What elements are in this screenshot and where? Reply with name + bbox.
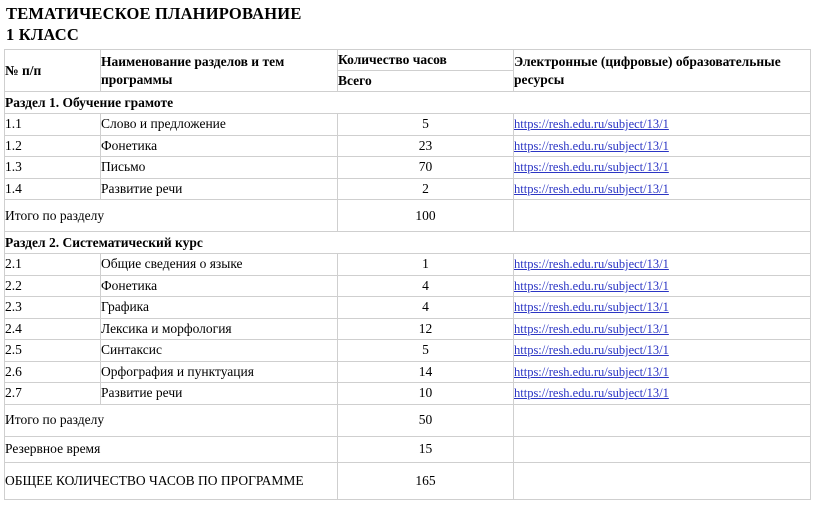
- resource-link[interactable]: https://resh.edu.ru/subject/13/1: [514, 138, 669, 153]
- row-hours: 23: [338, 135, 514, 157]
- resource-link[interactable]: https://resh.edu.ru/subject/13/1: [514, 278, 669, 293]
- overall-label-cell: [5, 462, 338, 499]
- table-row: [5, 383, 811, 405]
- row-topic: Развитие речи: [101, 383, 338, 405]
- row-hours: 5: [338, 114, 514, 136]
- row-number: 2.2: [5, 275, 101, 297]
- col-header-hours-group: Количество часов: [338, 50, 514, 71]
- table-row: [5, 297, 811, 319]
- resource-link[interactable]: https://resh.edu.ru/subject/13/1: [514, 364, 669, 379]
- empty-resource-cell: [514, 200, 811, 232]
- table-row: [5, 361, 811, 383]
- resource-link[interactable]: https://resh.edu.ru/subject/13/1: [514, 117, 669, 132]
- row-topic: Синтаксис: [101, 340, 338, 362]
- header-row-top: [5, 50, 811, 71]
- section-total-label: Итого по разделу: [5, 404, 338, 436]
- row-resource-cell: [514, 297, 811, 319]
- resource-link[interactable]: https://resh.edu.ru/subject/13/1: [514, 160, 669, 175]
- row-topic: Графика: [101, 297, 338, 319]
- resource-link[interactable]: https://resh.edu.ru/subject/13/1: [514, 386, 669, 401]
- section-2-header-row: [5, 232, 811, 254]
- table-row: [5, 178, 811, 200]
- row-number: 2.7: [5, 383, 101, 405]
- reserve-hours: 15: [338, 436, 514, 462]
- col-header-num: № п/п: [5, 50, 101, 92]
- resource-link[interactable]: https://resh.edu.ru/subject/13/1: [514, 343, 669, 358]
- row-number: 2.6: [5, 361, 101, 383]
- row-resource-cell: [514, 275, 811, 297]
- row-topic: Общие сведения о языке: [101, 254, 338, 276]
- col-header-hours-total: Всего: [338, 71, 514, 92]
- resource-link[interactable]: https://resh.edu.ru/subject/13/1: [514, 300, 669, 315]
- section-total-hours: 50: [338, 404, 514, 436]
- overall-hours: 165: [338, 462, 514, 499]
- row-number: 1.3: [5, 157, 101, 179]
- row-number: 1.4: [5, 178, 101, 200]
- row-resource-cell: [514, 157, 811, 179]
- row-number: 1.2: [5, 135, 101, 157]
- reserve-time-row: [5, 436, 811, 462]
- resource-link[interactable]: https://resh.edu.ru/subject/13/1: [514, 257, 669, 272]
- table-row: [5, 275, 811, 297]
- table-row: [5, 157, 811, 179]
- row-hours: 4: [338, 275, 514, 297]
- row-hours: 12: [338, 318, 514, 340]
- empty-resource-cell: [514, 404, 811, 436]
- row-resource-cell: [514, 114, 811, 136]
- resource-link[interactable]: https://resh.edu.ru/subject/13/1: [514, 321, 669, 336]
- section-1-title: Раздел 1. Обучение грамоте: [5, 92, 811, 114]
- row-topic: Письмо: [101, 157, 338, 179]
- row-resource-cell: [514, 135, 811, 157]
- table-row: [5, 318, 811, 340]
- col-header-resources: Электронные (цифровые) образовательные ресурсы: [514, 50, 811, 92]
- row-number: 2.3: [5, 297, 101, 319]
- row-hours: 1: [338, 254, 514, 276]
- resource-link[interactable]: https://resh.edu.ru/subject/13/1: [514, 181, 669, 196]
- overall-total-row: [5, 462, 811, 499]
- row-hours: 10: [338, 383, 514, 405]
- row-topic: Развитие речи: [101, 178, 338, 200]
- section-2-total-row: [5, 404, 811, 436]
- section-2-title: Раздел 2. Систематический курс: [5, 232, 811, 254]
- row-resource-cell: [514, 383, 811, 405]
- table-row: [5, 340, 811, 362]
- overall-label: ОБЩЕЕ КОЛИЧЕСТВО ЧАСОВ ПО ПРОГРАММЕ: [5, 472, 304, 488]
- reserve-label: Резервное время: [5, 436, 338, 462]
- section-1-total-row: [5, 200, 811, 232]
- row-number: 2.4: [5, 318, 101, 340]
- row-number: 2.5: [5, 340, 101, 362]
- row-resource-cell: [514, 340, 811, 362]
- table-row: [5, 135, 811, 157]
- empty-resource-cell: [514, 462, 811, 499]
- col-header-name: Наименование разделов и тем программы: [101, 50, 338, 92]
- row-topic: Фонетика: [101, 275, 338, 297]
- section-1-header-row: [5, 92, 811, 114]
- section-total-hours: 100: [338, 200, 514, 232]
- row-resource-cell: [514, 178, 811, 200]
- row-hours: 2: [338, 178, 514, 200]
- row-hours: 4: [338, 297, 514, 319]
- row-hours: 70: [338, 157, 514, 179]
- row-resource-cell: [514, 361, 811, 383]
- thematic-planning-table: [4, 49, 811, 500]
- row-topic: Орфография и пунктуация: [101, 361, 338, 383]
- row-hours: 5: [338, 340, 514, 362]
- section-total-label: Итого по разделу: [5, 200, 338, 232]
- row-number: 1.1: [5, 114, 101, 136]
- row-topic: Лексика и морфология: [101, 318, 338, 340]
- table-row: [5, 114, 811, 136]
- row-topic: Фонетика: [101, 135, 338, 157]
- table-row: [5, 254, 811, 276]
- row-resource-cell: [514, 254, 811, 276]
- title-line-2: 1 КЛАСС: [6, 25, 79, 44]
- row-resource-cell: [514, 318, 811, 340]
- row-hours: 14: [338, 361, 514, 383]
- row-topic: Слово и предложение: [101, 114, 338, 136]
- document-title: [6, 3, 812, 45]
- title-line-1: ТЕМАТИЧЕСКОЕ ПЛАНИРОВАНИЕ: [6, 4, 302, 23]
- row-number: 2.1: [5, 254, 101, 276]
- empty-resource-cell: [514, 436, 811, 462]
